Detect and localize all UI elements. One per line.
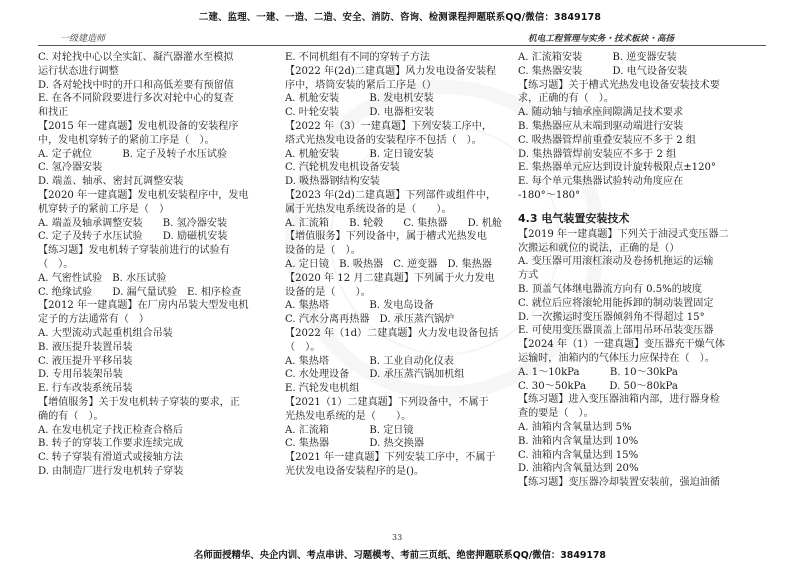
- text-line: E. 行车改装系统吊装: [38, 383, 133, 395]
- text-line: D. 端盖、轴承、密封瓦调整安装: [38, 176, 184, 188]
- text-line: 机穿转子的紧前工序是（ ）: [38, 203, 170, 215]
- text-line: 查的要是（ ）。: [518, 408, 594, 420]
- text-line: C. 30～50kPa D. 50～80kPa: [518, 380, 678, 392]
- text-line: A. 油箱内含氧量达到 5%: [518, 421, 632, 433]
- text-line: D. 专用吊装架吊装: [38, 369, 123, 381]
- text-line: 【练习题】变压器冷却装置安装前，强迫油循: [518, 477, 720, 489]
- text-line: A. 定子就位 B. 定子及转子水压试验: [38, 148, 228, 160]
- section-heading: 4.3 电气装置安装技术: [518, 211, 630, 225]
- header-rule: [38, 45, 766, 46]
- text-line: A. 汇流箱 B. 定日镜: [285, 424, 414, 436]
- text-line: D. 一次搬运时变压器倾斜角不得超过 15°: [518, 311, 705, 323]
- text-line: A. 在发电机定子找正检查合格后: [38, 424, 183, 436]
- text-line: 【2012 年一建真题】在厂房内吊装大型发电机: [38, 300, 249, 312]
- text-line: C. 氢冷器安装: [38, 162, 103, 174]
- text-line: C. 绝缘试验 D. 漏气量试验 E. 相序检查: [38, 286, 242, 298]
- text-line: A. 机舱安装 B. 定日镜安装: [285, 148, 434, 160]
- text-line: A. 汇流箱安装 B. 逆变器安装: [518, 52, 677, 63]
- text-line: 【练习题】进入变压器油箱内部，进行器身检: [518, 394, 720, 406]
- text-line: D. 吸热器钢结构安装: [285, 176, 380, 188]
- text-line: -180°～180°: [518, 189, 581, 201]
- text-line: 【2015 年一建真题】发电机设备的安装程序: [38, 120, 239, 132]
- text-line: B. 转子的穿装工作要求连续完成: [38, 438, 184, 450]
- column-right: [518, 51, 768, 490]
- text-line: 设备的是（ ）。: [285, 245, 361, 257]
- page-number: 33: [392, 533, 403, 542]
- text-line: C. 油箱内含氧量达到 15%: [518, 449, 639, 461]
- text-line: C. 汽轮机发电机设备安装: [285, 162, 400, 174]
- text-line: 和找正: [38, 107, 69, 119]
- text-line: 【2019 年一建真题】下列关于油浸式变压器二: [518, 228, 729, 240]
- text-line: C. 叶轮安装 D. 电器柜安装: [285, 107, 435, 119]
- text-line: E. 在各不同阶段要进行多次对轮中心的复查: [38, 93, 234, 105]
- text-line: C. 吸热器管焊前重叠安装应不多于 2 组: [518, 134, 697, 146]
- text-line: D. 由制造厂进行发电机转子穿装: [38, 465, 184, 477]
- text-line: D. 油箱内含氧量达到 20%: [518, 463, 639, 475]
- text-line: 设备的是（ ）。: [285, 286, 371, 298]
- text-line: A. 随动轴与轴承座间隙满足技术要求: [518, 107, 684, 119]
- text-line: A. 气密性试验 B. 水压试验: [38, 272, 167, 284]
- text-line: A. 集热塔 B. 工业自动化仪表: [285, 355, 454, 367]
- text-line: A. 端盖及轴承调整安装 B. 氢冷器安装: [38, 217, 228, 229]
- text-line: 【增值服务】下列设备中，属于槽式光热发电: [285, 231, 487, 243]
- text-line: 【增值服务】关于发电机转子穿装的要求，正: [38, 396, 240, 408]
- text-line: 方式: [518, 270, 539, 282]
- text-line: B. 液压提升装置吊装: [38, 341, 133, 353]
- text-line: 求，正确的有（ ）。: [518, 93, 614, 105]
- column-middle: [285, 51, 510, 479]
- text-line: 序中，塔筒安装的紧后工序是（）: [285, 79, 437, 91]
- text-line: A. 机舱安装 B. 发电机安装: [285, 93, 434, 105]
- text-line: （ ）。: [38, 258, 74, 270]
- text-line: E. 集热器单元应达到设计旋转极限点±120°: [518, 162, 716, 174]
- header-right: 机电工程管理与实务・技术板块・高扬: [528, 34, 675, 44]
- text-line: C. 对轮找中心以全实缸、凝汽器灌水至模拟: [38, 52, 234, 63]
- text-line: 确的有（ ）。: [38, 410, 104, 422]
- header-left: 一级建造师: [60, 34, 106, 44]
- text-line: （ ）。: [285, 341, 321, 353]
- text-line: E. 不同机组有不同的穿转子方法: [285, 52, 431, 63]
- text-line: C. 集热器安装 D. 电气设备安装: [518, 65, 688, 77]
- text-line: 次搬运和就位的说法，正确的是（）: [518, 242, 680, 254]
- top-banner: 二建、监理、一建、一造、二造、安全、消防、咨询、检测课程押题联系QQ/微信：3849178: [198, 12, 602, 23]
- text-line: 运行状态进行调整: [38, 65, 119, 77]
- text-line: 【2020 年 12 月二建真题】下列属于火力发电: [285, 272, 495, 284]
- text-line: 【2023 年(2d)二建真题】下列部件或组件中，: [285, 189, 497, 201]
- text-line: D. 集热器管焊前安装应不多于 2 组: [518, 148, 677, 160]
- text-line: E. 汽轮发电机组: [285, 383, 360, 395]
- text-line: A. 定日镜 B. 吸热器 C. 逆变器 D. 集热器: [285, 258, 492, 270]
- text-line: C. 就位后应将滚轮用能拆卸的制动装置固定: [518, 297, 714, 309]
- text-line: B. 集热器应从末端到驱动端进行安装: [518, 120, 684, 132]
- text-line: C. 水处理设备 D. 承压蒸汽锅加机组: [285, 369, 465, 381]
- text-line: C. 汽水分离再热器 D. 承压蒸汽锅炉: [285, 314, 455, 326]
- text-line: 【2022 年(2d)二建真题】风力发电设备安装程: [285, 65, 497, 77]
- text-line: 中，发电机穿转子的紧前工序是（ ）。: [38, 134, 215, 146]
- text-line: 【2022 年（1d）二建真题】火力发电设备包括: [285, 327, 499, 339]
- text-line: 【练习题】关于槽式光热发电设备安装技术要: [518, 79, 720, 91]
- text-line: 运输时，油箱内的气体压力应保持在（ ）。: [518, 352, 715, 364]
- text-line: 光热发电系统的是（ ）。: [285, 410, 412, 422]
- text-line: B. 顶盖气体继电器流方向有 0.5%的坡度: [518, 283, 702, 295]
- text-line: 【2021（1）二建真题】下列设备中，不属于: [285, 396, 489, 408]
- text-line: A. 1～10kPa B. 10～30kPa: [518, 366, 678, 378]
- text-line: A. 集热塔 B. 发电岛设备: [285, 300, 434, 312]
- text-line: A. 大型流动式起重机组合吊装: [38, 327, 173, 339]
- text-line: E. 可使用变压器顶盖上部用吊环吊装变压器: [518, 325, 714, 337]
- bottom-banner: 名师面授精华、央企内训、考点串讲、习题模考、考前三页纸、绝密押题联系QQ/微信：3849178: [194, 550, 606, 561]
- text-line: C. 定子及转子水压试验 D. 励磁机安装: [38, 231, 228, 243]
- text-line: 【2020 年一建真题】发电机安装程序中，发电: [38, 189, 249, 201]
- text-line: A. 变压器可用滚杠滚动及卷扬机拖运的运输: [518, 256, 714, 268]
- text-line: D. 各对轮找中时的开口和高低差要有预留值: [38, 79, 234, 91]
- text-line: 【2022 年（3）一建真题】下列安装工序中，: [285, 120, 492, 132]
- text-line: 【练习题】发电机转子穿装前进行的试验有: [38, 245, 230, 257]
- column-left: [38, 51, 279, 479]
- text-line: C. 液压提升平移吊装: [38, 355, 133, 367]
- text-line: 属于光热发电系统设备的是（ ）。: [285, 203, 452, 215]
- text-line: A. 汇流箱 B. 轮毂 C. 集热器 D. 机舱: [285, 217, 502, 229]
- text-line: B. 油箱内含氧量达到 10%: [518, 435, 639, 447]
- text-line: 塔式光热发电设备的安装程序不包括（ ）。: [285, 134, 482, 146]
- text-line: 定子的方法通常有（ ）: [38, 314, 150, 326]
- text-line: 【2024 年（1）一建真题】变压器充干燥气体: [518, 339, 725, 351]
- text-line: E. 每个单元集热器试验转动角度应在: [518, 176, 684, 188]
- text-line: 光伏发电设备安装程序的是()。: [285, 465, 425, 477]
- text-line: C. 转子穿装有滑道式或接轴方法: [38, 452, 183, 464]
- text-line: C. 集热器 D. 热交换器: [285, 438, 424, 450]
- text-line: 【2021 年一建真题】下列安装工序中，不属于: [285, 452, 496, 464]
